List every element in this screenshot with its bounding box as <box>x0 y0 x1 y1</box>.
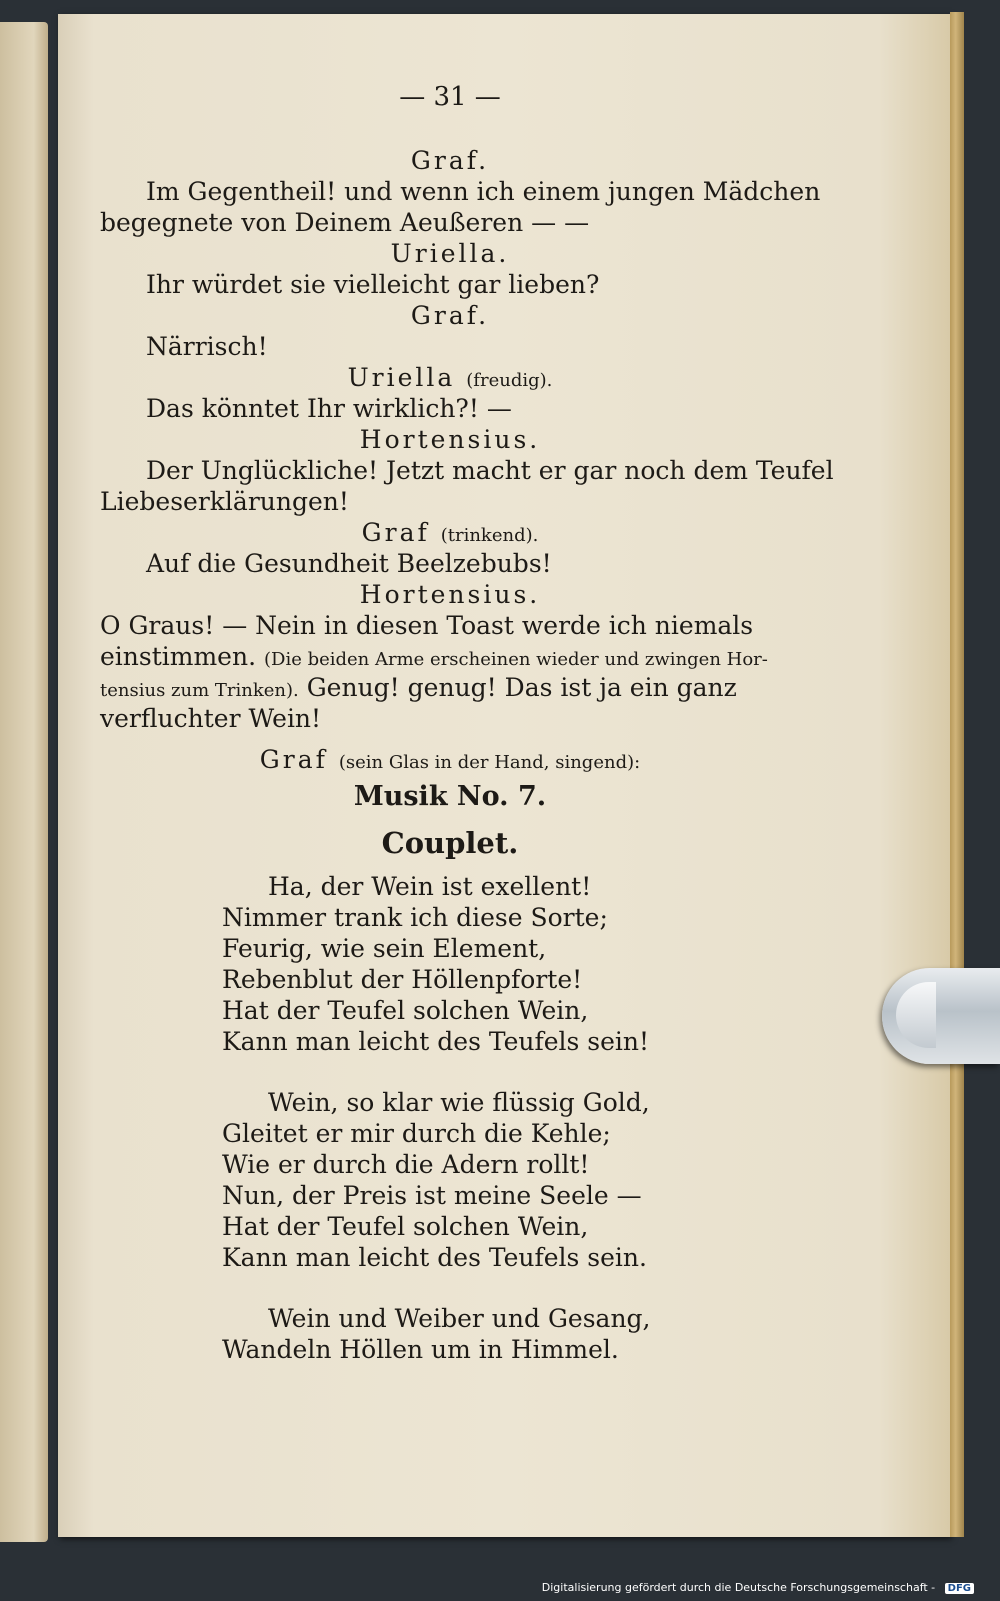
verse-line: Wie er durch die Adern rollt! <box>222 1150 590 1179</box>
left-page-edge <box>0 22 48 1542</box>
text-line: Liebeserklärungen! <box>100 487 349 516</box>
speaker-uriella: Uriella. <box>390 239 510 268</box>
verse-line: Wandeln Höllen um in Himmel. <box>222 1335 619 1364</box>
speaker-graf: Graf. <box>410 301 490 330</box>
verse-line: Rebenblut der Höllenpforte! <box>222 965 583 994</box>
text-line: Närrisch! <box>146 332 268 361</box>
dfg-logo-icon: DFG <box>945 1583 974 1594</box>
text-line: O Graus! — Nein in diesen Toast werde ich niemals <box>100 611 754 640</box>
verse-line: Wein und Weiber und Gesang, <box>268 1304 651 1333</box>
speaker-graf <box>100 745 800 778</box>
digitization-footer <box>542 1581 974 1594</box>
verse-line: Gleitet er mir durch die Kehle; <box>222 1119 611 1148</box>
speaker-graf: Graf. <box>410 146 490 175</box>
text-line: Der Unglückliche! Jetzt macht er gar noch dem Teufel <box>146 456 834 485</box>
text-line <box>100 673 737 706</box>
page-number: — 31 — <box>399 82 501 112</box>
speaker-hortensius: Hortensius. <box>359 425 541 454</box>
page-clip-highlight <box>896 982 936 1048</box>
couplet-heading: Couplet. <box>381 826 519 860</box>
speaker-hortensius: Hortensius. <box>359 580 541 609</box>
verse-line: Nimmer trank ich diese Sorte; <box>222 903 608 932</box>
page-clip <box>882 968 1000 1064</box>
text-line: Auf die Gesundheit Beelzebubs! <box>146 549 552 578</box>
footer-text: Digitalisierung gefördert durch die Deutsche Forschungsgemeinschaft - <box>541 1581 936 1594</box>
text-line: begegnete von Deinem Aeußeren — — <box>100 208 590 237</box>
page-stack-edge <box>950 12 964 1537</box>
stage-direction: (trinkend). <box>440 525 539 546</box>
verse-line: Hat der Teufel solchen Wein, <box>222 1212 589 1241</box>
speaker-uriella <box>100 363 800 396</box>
verse-line: Ha, der Wein ist exellent! <box>268 872 592 901</box>
text-line: Das könntet Ihr wirklich?! — <box>146 394 512 423</box>
stage-direction: (freudig). <box>466 370 553 391</box>
text-line <box>100 642 768 675</box>
verse-line: Hat der Teufel solchen Wein, <box>222 996 589 1025</box>
text-fragment: Genug! genug! Das ist ja ein ganz <box>306 673 737 702</box>
speaker-name: Uriella <box>347 363 456 392</box>
music-number-heading: Musik No. 7. <box>353 781 547 812</box>
text-line: verfluchter Wein! <box>100 704 322 733</box>
verse-line: Kann man leicht des Teufels sein. <box>222 1243 647 1272</box>
speaker-name: Graf <box>259 745 328 774</box>
speaker-graf <box>100 518 800 551</box>
verse-line: Feurig, wie sein Element, <box>222 934 547 963</box>
stage-direction: (Die beiden Arme erscheinen wieder und zwingen Hor- <box>263 649 768 670</box>
stage-direction: tensius zum Trinken). <box>100 680 299 701</box>
text-line: Ihr würdet sie vielleicht gar lieben? <box>146 270 600 299</box>
text-fragment: einstimmen. <box>100 642 257 671</box>
verse-line: Nun, der Preis ist meine Seele — <box>222 1181 642 1210</box>
text-line: Im Gegentheil! und wenn ich einem jungen Mädchen <box>146 177 821 206</box>
speaker-name: Graf <box>361 518 430 547</box>
stage-direction: (sein Glas in der Hand, singend): <box>338 752 641 773</box>
verse-line: Wein, so klar wie flüssig Gold, <box>268 1088 650 1117</box>
verse-line: Kann man leicht des Teufels sein! <box>222 1027 650 1056</box>
